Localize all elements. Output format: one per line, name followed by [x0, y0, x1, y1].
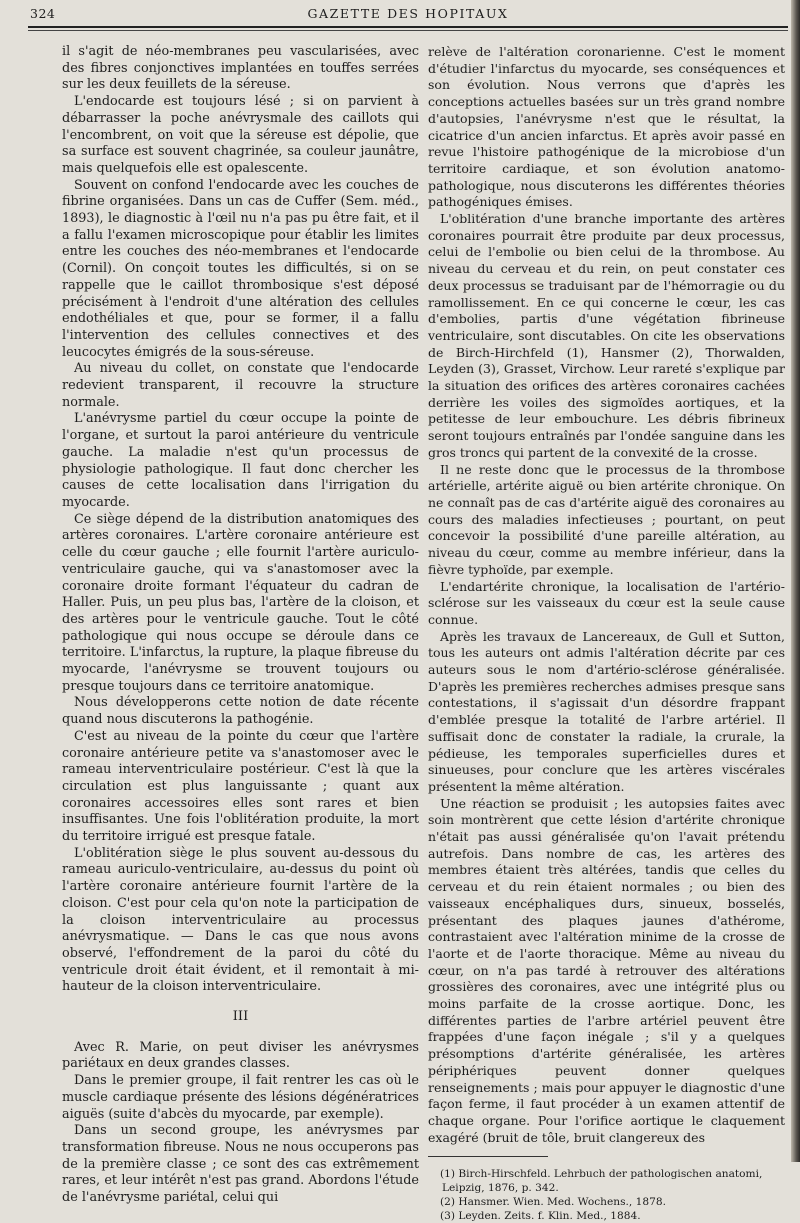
- paragraph: Dans le premier groupe, il fait rentrer les cas où le muscle cardiaque présente des lésions dégénératrices aiguës (suite d'abcès du myocarde, par exemple).: [62, 1073, 419, 1122]
- paragraph: il s'agit de néo-membranes peu vascularisées, avec des fibres conjonctives implantées en touffes serrées sur les deux feuillets de la séreuse.: [62, 44, 419, 93]
- footnote: (2) Hansmer. Wien. Med. Wochens., 1878.: [440, 1196, 666, 1209]
- footnote-rule: [428, 1156, 548, 1157]
- paragraph: relève de l'altération coronarienne. C'est le moment d'étudier l'infarctus du myocarde, ses conséquences et son évolution. Nous verrons que d'après les conceptions actuelles basées sur un très grand nombre d'autopsies, l'anévrysme n'est que le résultat, la cicatrice d'un ancien infarctus. Et après avoir passé en revue l'histoire pathogénique de la microbiose d'un territoire cardiaque, et son évolution anatomo-pathologique, nous discuterons les différentes théories pathogéniques émises.: [428, 44, 785, 210]
- paragraph: L'endocarde est toujours lésé ; si on parvient à débarrasser la poche anévrysmale des caillots qui l'encombrent, on voit que la séreuse est dépolie, que sa surface est souvent chagrinée, sa couleur jaunâtre, mais quelquefois elle est opalescente.: [62, 94, 419, 176]
- paragraph: Après les travaux de Lancereaux, de Gull et Sutton, tous les auteurs ont admis l'altération décrite par ces auteurs sous le nom d'artério-sclérose généralisée. D'après les premières recherches admises presque sans contestations, il s'agissait d'un désordre frappant d'emblée presque la totalité de l'arbre artériel. Il suffisait donc de constater la radiale, la crurale, la pédieuse, les temporales superficielles dures et sinueuses, pour conclure que les artères viscérales présentent la même altération.: [428, 628, 785, 794]
- paragraph: Il ne reste donc que le processus de la thrombose artérielle, artérite aiguë ou bien artérite chronique. On ne connaît pas de cas d'artérite aiguë des coronaires au cours des maladies infectieuses ; pourtant, on peut concevoir la possibilité d'une pareille altération, au niveau du cœur, comme au membre inférieur, dans la fièvre typhoïde, par exemple.: [428, 461, 785, 577]
- paragraph: Souvent on confond l'endocarde avec les couches de fibrine organisées. Dans un cas de Cuffer (Sem. méd., 1893), le diagnostic à l'œil nu n'a pas pu être fait, et il a fallu l'examen microscopique pour établir les limites entre les couches des néo-membranes et l'endocarde (Cornil). On conçoit toutes les difficultés, si on se rappelle que le caillot thrombosique s'est déposé précisément à l'endroit d'une altération des cellules endothéliales et que, pour se former, il a fallu l'intervention des cellules connectives et des leucocytes émigrés de la sous-séreuse.: [62, 177, 419, 360]
- running-title: GAZETTE DES HOPITAUX: [307, 6, 509, 21]
- paragraph: Avec R. Marie, on peut diviser les anévrysmes pariétaux en deux grandes classes.: [62, 1039, 419, 1072]
- paragraph: Dans un second groupe, les anévrysmes par transformation fibreuse. Nous ne nous occuperons pas de la première classe ; ce sont des cas extrêmement rares, et leur intérêt n'est pas grand. Abordons l'étude de l'anévrysme pariétal, celui qui: [62, 1123, 419, 1206]
- paragraph: Nous développerons cette notion de date récente quand nous discuterons la pathogénie.: [62, 695, 419, 728]
- page-edge-shadow: [791, 0, 800, 1162]
- header-rule: [28, 26, 788, 28]
- page-header: [28, 3, 788, 23]
- paragraph: Au niveau du collet, on constate que l'endocarde redevient transparent, il recouvre la structure normale.: [62, 361, 419, 410]
- footnote: (1) Birch-Hirschfeld. Lehrbuch der pathologischen anatomi, Leipzig, 1876, p. 342.: [440, 1168, 763, 1195]
- paragraph: Une réaction se produisit ; les autopsies faites avec soin montrèrent que cette lésion d'artérite chronique n'était pas aussi généralisée qu'on l'avait prétendu autrefois. Dans nombre de cas, les artères des membres étaient très altérées, tandis que celles du cerveau et du rein étaient normales ; ou bien des vaisseaux encéphaliques durs, sinueux, bosselés, présentant des plaques jaunes d'athérome, contrastaient avec l'altération minime de la crosse de l'aorte et de l'aorte thoracique. Même au niveau du cœur, on n'a pas tardé à retrouver des altérations grossières des coronaires, avec une intégrité plus ou moins parfaite de la crosse aortique. Donc, les différentes parties de l'arbre artériel peuvent être frappées d'une façon inégale ; s'il y a quelques présomptions d'artérite généralisée, les artères périphériques peuvent donner quelques renseignements ; mais pour appuyer le diagnostic d'une façon ferme, il faut procéder à un examen attentif de chaque organe. Pour l'orifice aortique le claquement exagéré (bruit de tôle, bruit clangereux des: [428, 795, 785, 1145]
- left-column: [62, 44, 419, 1207]
- paragraph: C'est au niveau de la pointe du cœur que l'artère coronaire antérieure petite va s'anastomoser avec le rameau interventriculaire postérieur. C'est là que la circulation est plus languissante ; quant aux coronaires accessoires elles sont rares et bien insuffisantes. Une fois l'oblitération produite, la mort du territoire irrigué est presque fatale.: [62, 728, 419, 845]
- right-column: [428, 44, 785, 1223]
- page-number: 324: [30, 6, 56, 21]
- section-heading: III: [232, 1009, 249, 1025]
- footnote: (3) Leyden. Zeits. f. Klin. Med., 1884.: [440, 1210, 641, 1223]
- paragraph: L'anévrysme partiel du cœur occupe la pointe de l'organe, et surtout la paroi antérieure du ventricule gauche. La maladie n'est qu'un processus de physiologie pathologique. Il faut donc chercher les causes de cette localisation dans l'irrigation du myocarde.: [62, 411, 419, 510]
- header-rule-thin: [28, 30, 788, 31]
- paragraph: L'endartérite chronique, la localisation de l'artério-sclérose sur les vaisseaux du cœur est la seule cause connue.: [428, 578, 785, 627]
- paragraph: Ce siège dépend de la distribution anatomiques des artères coronaires. L'artère coronaire antérieure est celle du cœur gauche ; elle fournit l'artère auriculo-ventriculaire gauche, qui va s'anastomoser avec la coronaire droite formant l'équateur du cadran de Haller. Puis, un peu plus bas, l'artère de la cloison, et des artères pour le ventricule gauche. Tout le côté pathologique qui nous occupe se déroule dans ce territoire. L'infarctus, la rupture, la plaque fibreuse du myocarde, l'anévrysme se trouvent toujours ou presque toujours dans ce territoire anatomique.: [62, 511, 419, 694]
- paragraph: L'oblitération d'une branche importante des artères coronaires pourrait être produite par deux processus, celui de l'embolie ou bien celui de la thrombose. Au niveau du cerveau et du rein, on peut constater ces deux processus se traduisant par de l'hémorragie ou du ramollissement. En ce qui concerne le cœur, les cas d'embolies, partis d'une végétation fibrineuse ventriculaire, sont discutables. On cite les observations de Birch-Hirchfeld (1), Hansmer (2), Thorwalden, Leyden (3), Grasset, Virchow. Leur rareté s'explique par la situation des orifices des artères coronaires cachées derrière les voiles des sigmoïdes aortiques, et la petitesse de leur embouchure. Les débris fibrineux seront toujours entraînés par l'ondée sanguine dans les gros troncs qui partent de la convexité de la crosse.: [428, 211, 786, 460]
- paragraph: L'oblitération siège le plus souvent au-dessous du rameau auriculo-ventriculaire, au-dessus du point où l'artère coronaire antérieure fournit l'artère de la cloison. C'est pour cela qu'on note la participation de la cloison interventriculaire au processus anévrysmatique. — Dans le cas que nous avons observé, l'effondrement de la paroi du côté du ventricule droit était évident, et il remontait à mi-hauteur de la cloison interventriculaire.: [62, 845, 419, 995]
